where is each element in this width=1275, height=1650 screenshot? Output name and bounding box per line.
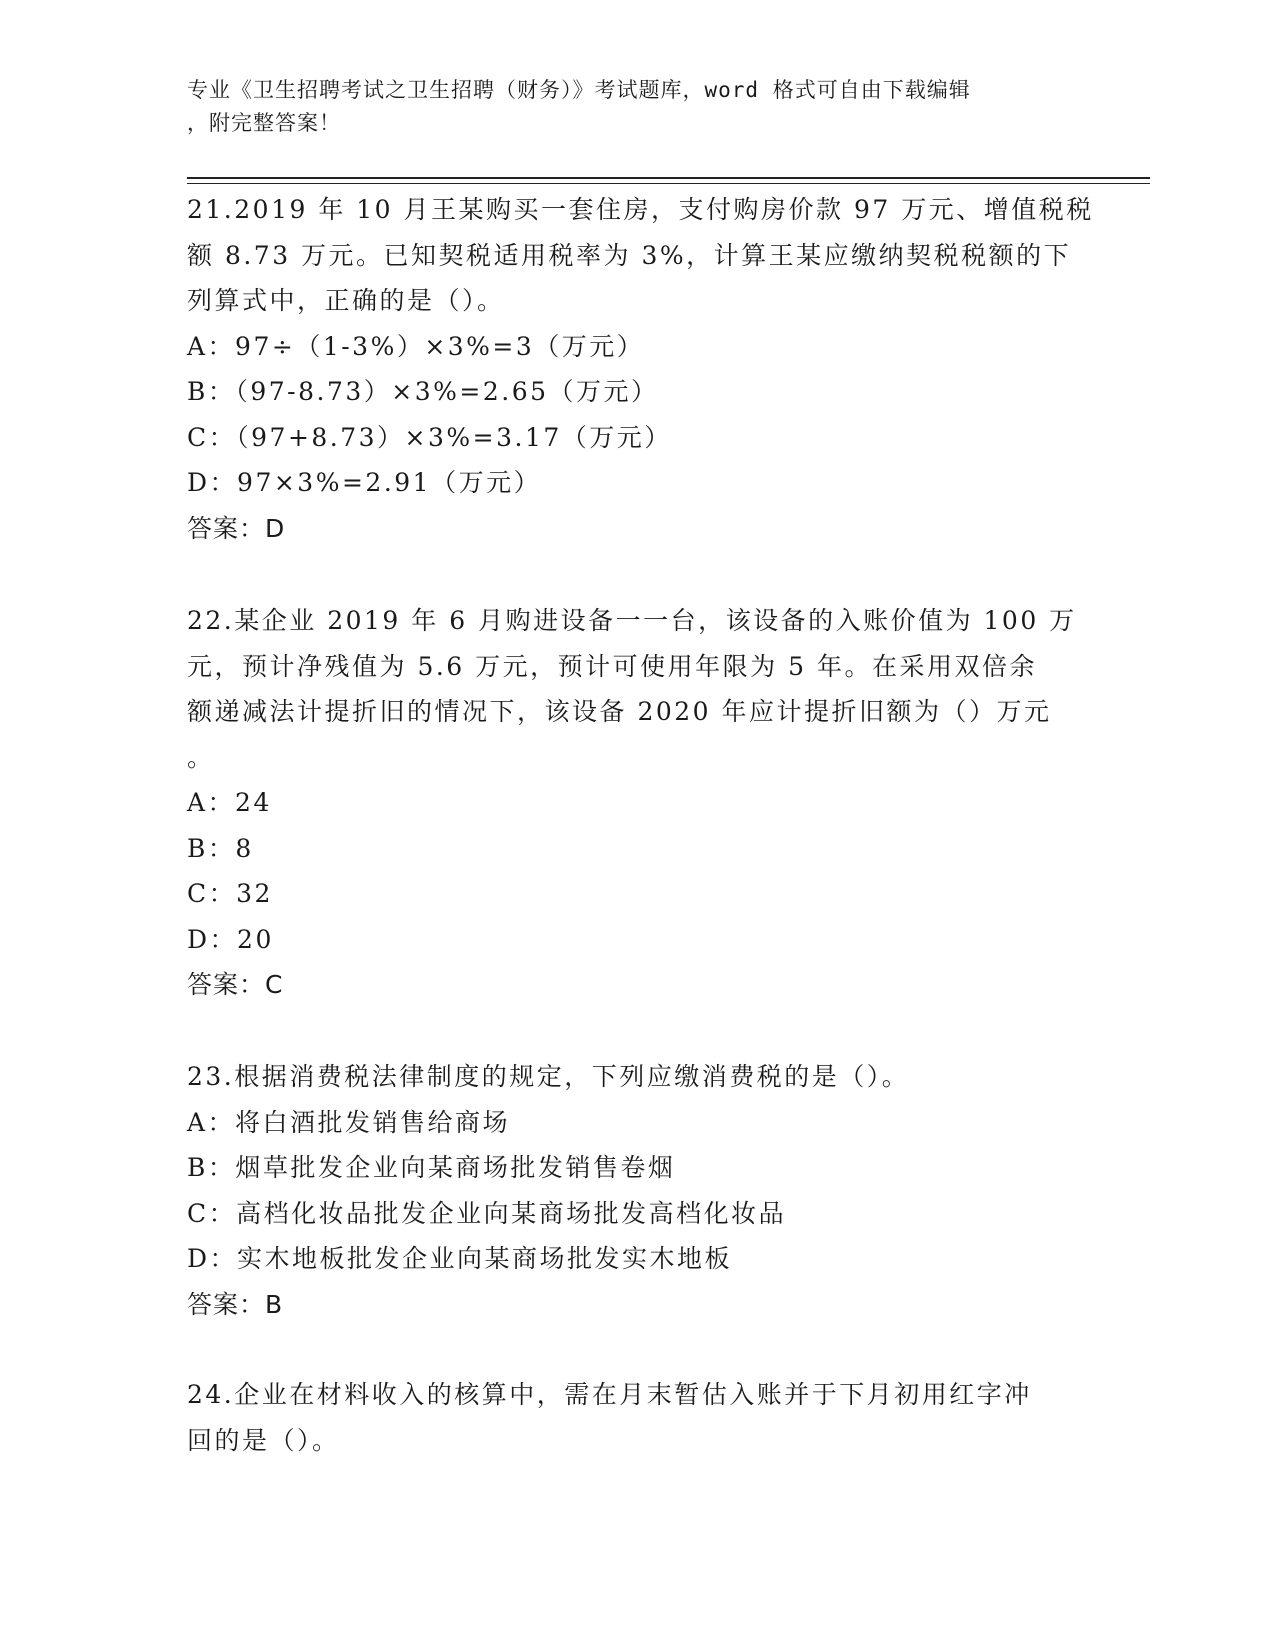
answer-line: 答案：C bbox=[187, 970, 284, 999]
option-a: A：97÷（1-3%）×3%=3（万元） bbox=[187, 331, 645, 361]
option-c: C：（97+8.73）×3%=3.17（万元） bbox=[187, 422, 672, 452]
question-23 bbox=[187, 1054, 1087, 1327]
option-a: A：24 bbox=[187, 788, 272, 817]
question-text-line: 22.某企业 2019 年 6 月购进设备一一台，该设备的入账价值为 100 万 bbox=[187, 606, 1077, 635]
question-text-line: 回的是（）。 bbox=[187, 1425, 340, 1455]
question-text-line: 列算式中，正确的是（）。 bbox=[187, 286, 505, 315]
option-c: C：32 bbox=[187, 879, 273, 908]
option-a: A：将白酒批发销售给商场 bbox=[187, 1107, 511, 1137]
header-title-line-2: ，附完整答案！ bbox=[187, 111, 341, 135]
option-b: B：（97-8.73）×3%=2.65（万元） bbox=[187, 377, 659, 406]
answer-line: 答案：B bbox=[187, 1289, 284, 1319]
document-header bbox=[187, 74, 1067, 140]
question-24 bbox=[187, 1372, 1087, 1463]
header-title-line-1: 专业《卫生招聘考试之卫生招聘（财务）》考试题库，word 格式可自由下载编辑 bbox=[187, 78, 971, 102]
option-d: D：20 bbox=[187, 924, 274, 954]
question-text-line: 23.根据消费税法律制度的规定，下列应缴消费税的是（）。 bbox=[187, 1062, 910, 1091]
answer-line: 答案：D bbox=[187, 513, 286, 543]
option-b: B：烟草批发企业向某商场批发销售卷烟 bbox=[187, 1153, 676, 1182]
question-text-line: 额递减法计提折旧的情况下，该设备 2020 年应计提折旧额为（）万元 bbox=[187, 697, 1052, 726]
question-text-line: 元，预计净残值为 5.6 万元，预计可使用年限为 5 年。在采用双倍余 bbox=[187, 651, 1037, 681]
header-divider-thin bbox=[187, 183, 1150, 184]
question-text-line: 21.2019 年 10 月王某购买一套住房，支付购房价款 97 万元、增值税税 bbox=[187, 195, 1094, 224]
question-text-line: 。 bbox=[187, 742, 215, 772]
question-text-line: 额 8.73 万元。已知契税适用税率为 3%，计算王某应缴纳契税税额的下 bbox=[187, 240, 1072, 270]
header-divider-thick bbox=[187, 177, 1150, 179]
option-d: D：97×3%=2.91（万元） bbox=[187, 468, 542, 497]
option-c: C：高档化妆品批发企业向某商场批发高档化妆品 bbox=[187, 1198, 787, 1228]
question-22 bbox=[187, 598, 1087, 1008]
question-21 bbox=[187, 187, 1094, 551]
option-d: D：实木地板批发企业向某商场批发实木地板 bbox=[187, 1244, 733, 1273]
option-b: B：8 bbox=[187, 833, 254, 863]
question-text-line: 24.企业在材料收入的核算中，需在月末暂估入账并于下月初用红字冲 bbox=[187, 1380, 1032, 1409]
